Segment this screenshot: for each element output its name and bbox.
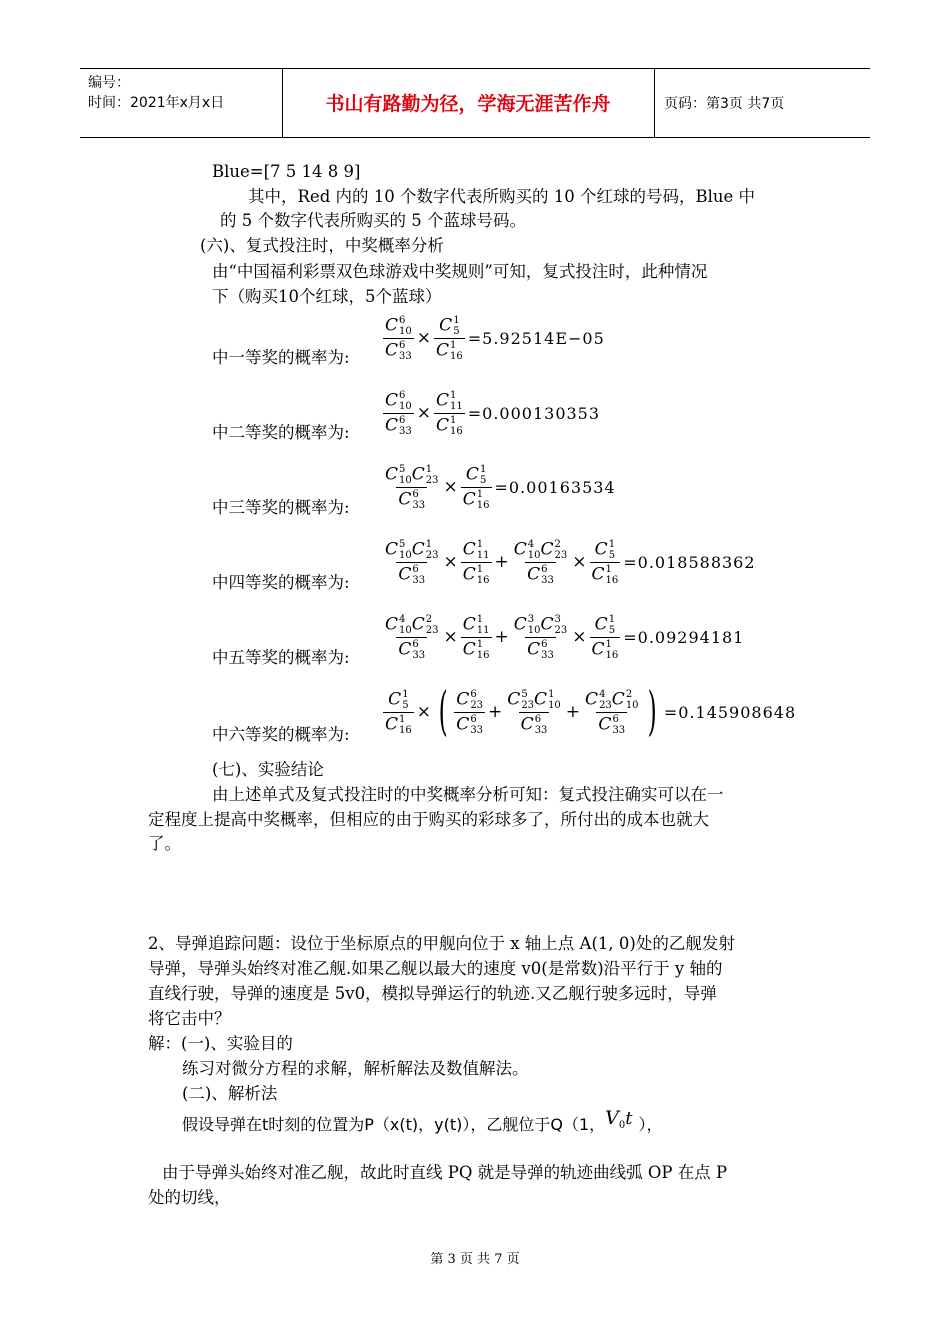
paragraph-line: 其中，Red 内的 10 个数字代表所购买的 10 个红球的号码，Blue 中: [248, 187, 756, 206]
section-heading: (六)、复式投注时，中奖概率分析: [200, 236, 444, 255]
solution-heading: 解：(一)、实验目的: [148, 1034, 293, 1053]
probability-formula: C 6 10 C 6 33 × C 1 11 C 1 16 =0.000130353: [385, 389, 601, 437]
probability-value: =0.00163534: [494, 477, 616, 497]
paragraph-line: 处的切线，: [148, 1188, 231, 1207]
header-meta: [88, 73, 224, 113]
document-date: 时间：2021年x月x日: [88, 95, 225, 111]
prize-label: 中四等奖的概率为:: [212, 573, 350, 592]
paragraph-line: 由于导弹头始终对准乙舰，故此时直线 PQ 就是导弹的轨迹曲线弧 OP 在点 P: [162, 1163, 728, 1182]
paragraph-line: 的 5 个数字代表所购买的 5 个蓝球号码。: [220, 211, 526, 230]
paragraph-line: 由上述单式及复式投注时的中奖概率分析可知：复式投注确实可以在一: [212, 785, 724, 804]
document-number-label: 编号：: [88, 75, 130, 91]
question-line: 2、导弹追踪问题：设位于坐标原点的甲舰向位于 x 轴上点 A(1, 0)处的乙舰发射: [148, 934, 735, 953]
page-header: [80, 68, 870, 138]
assumption-line: [182, 1107, 663, 1140]
question-line: 导弹，导弹头始终对准乙舰.如果乙舰以最大的速度 v0(是常数)沿平行于 y 轴的: [148, 959, 723, 978]
paragraph-line: 定程度上提高中奖概率，但相应的由于购买的彩球多了，所付出的成本也就大: [148, 810, 709, 829]
paragraph-line: 了。: [148, 834, 181, 853]
probability-value: =0.000130353: [467, 403, 601, 423]
blue-array-line: Blue=[7 5 14 8 9]: [212, 162, 361, 181]
prize-label: 中六等奖的概率为:: [212, 725, 350, 744]
section-heading: (七)、实验结论: [212, 760, 324, 779]
velocity-subscript: 0: [618, 1120, 626, 1131]
time-symbol: t: [625, 1108, 633, 1129]
prize-label: 中二等奖的概率为:: [212, 423, 350, 442]
paragraph-line: 练习对微分方程的求解，解析解法及数值解法。: [182, 1059, 529, 1078]
section-heading: (二)、解析法: [182, 1084, 278, 1103]
probability-value: =0.018588362: [623, 552, 756, 572]
question-line: 将它击中？: [148, 1009, 231, 1028]
page-footer: 第 3 页 共 7 页: [430, 1252, 520, 1267]
probability-formula: C 5 10 C 1 23 C 6 33 × C 1 5 C 1 16 =0.00163534: [385, 463, 616, 511]
prize-label: 中三等奖的概率为:: [212, 498, 350, 517]
probability-formula: C 6 10 C 6 33 × C 1 5 C 1 16 =5.92514E−05: [385, 314, 605, 362]
header-motto: 书山有路勤为径，学海无涯苦作舟: [325, 93, 611, 115]
probability-value: =5.92514E−05: [467, 328, 605, 348]
probability-formula: C 4 10 C 2 23 C 6 33 × C 1 11 C 1 16 + C 3 10 C 3 23 C 6 33 × C 1 5 C 1 16 =0.09294181: [385, 613, 745, 661]
probability-value: =0.145908648: [663, 702, 797, 722]
header-page-number: 页码：第3页 共7页: [664, 96, 785, 112]
velocity-symbol: V: [605, 1107, 619, 1129]
assumption-end: ），: [638, 1115, 663, 1134]
probability-formula: C 5 10 C 1 23 C 6 33 × C 1 11 C 1 16 + C 4 10 C 2 23 C 6 33 × C 1 5 C 1 16 =0.018588362: [385, 538, 756, 586]
assumption-text: 假设导弹在t时刻的位置为P（x(t)，y(t)），乙舰位于Q（1，: [182, 1115, 606, 1134]
header-divider: [654, 69, 655, 137]
paragraph-line: 下（购买10个红球，5个蓝球）: [212, 287, 442, 306]
prize-label: 中一等奖的概率为:: [212, 348, 350, 367]
prize-label: 中五等奖的概率为:: [212, 648, 350, 667]
probability-value: =0.09294181: [623, 627, 745, 647]
paragraph-line: 由“中国福利彩票双色球游戏中奖规则”可知，复式投注时，此种情况: [212, 262, 708, 281]
question-line: 直线行驶，导弹的速度是 5v0，模拟导弹运行的轨迹.又乙舰行驶多远时，导弹: [148, 984, 717, 1003]
probability-formula: C 1 5 C 1 16 × ( C 6 23 C 6 33 + C 5 23 C 1 10 C 6 33 + C 4 23 C 2 10 C 6 33 ) =0.145908648: [385, 682, 797, 742]
